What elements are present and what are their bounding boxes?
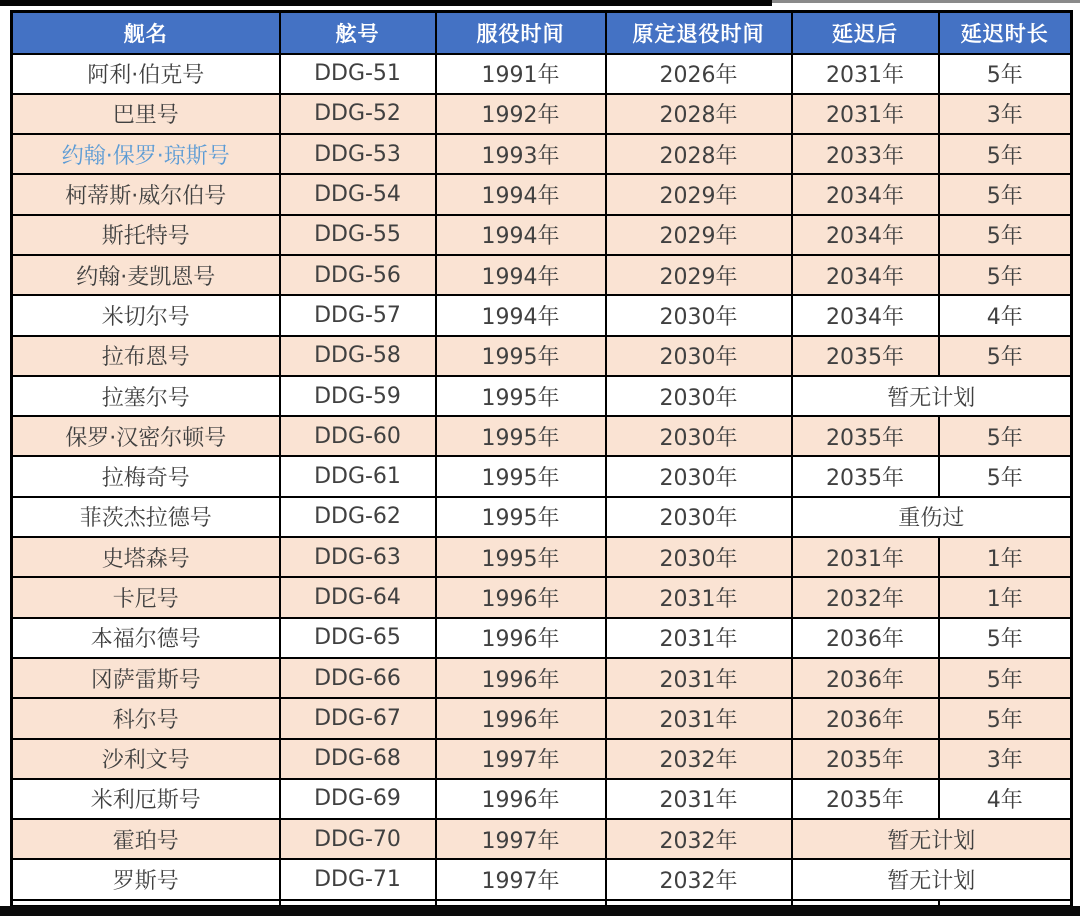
header-row bbox=[12, 12, 1072, 54]
service-year-cell: 1994年 bbox=[436, 255, 606, 295]
original-retire-cell: 2026年 bbox=[606, 54, 792, 94]
table-row bbox=[12, 376, 1072, 416]
ship-name-cell: 柯蒂斯·威尔伯号 bbox=[12, 174, 280, 214]
delay-duration-cell: 3年 bbox=[939, 739, 1072, 779]
delay-duration-cell: 4年 bbox=[939, 295, 1072, 335]
delayed-year-cell: 2035年 bbox=[792, 416, 939, 456]
ship-name-cell: 阿利·伯克号 bbox=[12, 54, 280, 94]
original-retire-cell: 2031年 bbox=[606, 577, 792, 617]
delay-duration-cell: 5年 bbox=[939, 336, 1072, 376]
merged-note-cell: 暂无计划 bbox=[792, 376, 1072, 416]
service-year-cell: 1991年 bbox=[436, 54, 606, 94]
ship-name-cell: 卡尼号 bbox=[12, 577, 280, 617]
table-row bbox=[12, 859, 1072, 899]
table-row bbox=[12, 134, 1072, 174]
service-year-cell: 1997年 bbox=[436, 859, 606, 899]
service-year-cell: 1996年 bbox=[436, 779, 606, 819]
delayed-year-cell: 2034年 bbox=[792, 295, 939, 335]
hull-number-cell: DDG-60 bbox=[280, 416, 436, 456]
service-year-cell: 1996年 bbox=[436, 658, 606, 698]
delayed-year-cell: 2035年 bbox=[792, 336, 939, 376]
service-year-cell: 1994年 bbox=[436, 215, 606, 255]
hull-number-cell: DDG-56 bbox=[280, 255, 436, 295]
service-year-cell: 1997年 bbox=[436, 819, 606, 859]
original-retire-cell: 2030年 bbox=[606, 295, 792, 335]
table-row bbox=[12, 698, 1072, 738]
ship-name-cell: 约翰·麦凯恩号 bbox=[12, 255, 280, 295]
hull-number-cell: DDG-67 bbox=[280, 698, 436, 738]
bottom-crop-bar bbox=[0, 906, 1080, 916]
table-row bbox=[12, 54, 1072, 94]
service-year-cell: 1995年 bbox=[436, 456, 606, 496]
delayed-year-cell: 2035年 bbox=[792, 779, 939, 819]
ship-name-cell: 拉梅奇号 bbox=[12, 456, 280, 496]
delayed-year-cell: 2034年 bbox=[792, 215, 939, 255]
original-retire-cell: 2030年 bbox=[606, 537, 792, 577]
ship-name-cell: 拉布恩号 bbox=[12, 336, 280, 376]
delay-duration-cell: 5年 bbox=[939, 54, 1072, 94]
service-year-cell: 1997年 bbox=[436, 739, 606, 779]
ship-name-cell: 本福尔德号 bbox=[12, 618, 280, 658]
ship-name-cell[interactable]: 约翰·保罗·琼斯号 bbox=[12, 134, 280, 174]
delayed-year-cell: 2036年 bbox=[792, 658, 939, 698]
table-row bbox=[12, 618, 1072, 658]
hull-number-cell: DDG-59 bbox=[280, 376, 436, 416]
delay-duration-cell: 5年 bbox=[939, 174, 1072, 214]
original-retire-cell: 2031年 bbox=[606, 698, 792, 738]
table-row bbox=[12, 255, 1072, 295]
hull-number-cell: DDG-62 bbox=[280, 497, 436, 537]
delayed-year-cell: 2035年 bbox=[792, 739, 939, 779]
delay-duration-cell: 4年 bbox=[939, 779, 1072, 819]
delayed-year-cell: 2033年 bbox=[792, 134, 939, 174]
delayed-year-cell: 2031年 bbox=[792, 537, 939, 577]
delayed-year-cell: 2031年 bbox=[792, 54, 939, 94]
service-year-cell: 1995年 bbox=[436, 336, 606, 376]
hull-number-cell: DDG-55 bbox=[280, 215, 436, 255]
header-service-year: 服役时间 bbox=[436, 12, 606, 54]
header-ship-name: 舰名 bbox=[12, 12, 280, 54]
table-row bbox=[12, 295, 1072, 335]
merged-note-cell: 暂无计划 bbox=[792, 819, 1072, 859]
original-retire-cell: 2032年 bbox=[606, 859, 792, 899]
header-delay-duration: 延迟时长 bbox=[939, 12, 1072, 54]
hull-number-cell: DDG-71 bbox=[280, 859, 436, 899]
ship-name-cell: 霍珀号 bbox=[12, 819, 280, 859]
table-row bbox=[12, 336, 1072, 376]
top-crop-bar bbox=[0, 0, 772, 6]
service-year-cell: 1995年 bbox=[436, 376, 606, 416]
delay-duration-cell: 5年 bbox=[939, 416, 1072, 456]
table-row bbox=[12, 497, 1072, 537]
ship-name-cell: 科尔号 bbox=[12, 698, 280, 738]
table-row bbox=[12, 215, 1072, 255]
hull-number-cell: DDG-58 bbox=[280, 336, 436, 376]
delayed-year-cell: 2035年 bbox=[792, 456, 939, 496]
original-retire-cell: 2029年 bbox=[606, 255, 792, 295]
hull-number-cell: DDG-57 bbox=[280, 295, 436, 335]
original-retire-cell: 2030年 bbox=[606, 456, 792, 496]
service-year-cell: 1993年 bbox=[436, 134, 606, 174]
hull-number-cell: DDG-69 bbox=[280, 779, 436, 819]
ship-name-cell: 沙利文号 bbox=[12, 739, 280, 779]
merged-note-cell: 暂无计划 bbox=[792, 859, 1072, 899]
original-retire-cell: 2028年 bbox=[606, 134, 792, 174]
original-retire-cell: 2030年 bbox=[606, 416, 792, 456]
service-year-cell: 1995年 bbox=[436, 416, 606, 456]
ship-name-cell: 菲茨杰拉德号 bbox=[12, 497, 280, 537]
table-row bbox=[12, 658, 1072, 698]
delay-duration-cell: 1年 bbox=[939, 577, 1072, 617]
table-row bbox=[12, 416, 1072, 456]
ship-name-cell: 米利厄斯号 bbox=[12, 779, 280, 819]
table-row bbox=[12, 779, 1072, 819]
delayed-year-cell: 2034年 bbox=[792, 174, 939, 214]
top-crop-bar-right bbox=[772, 0, 1080, 3]
service-year-cell: 1995年 bbox=[436, 497, 606, 537]
original-retire-cell: 2032年 bbox=[606, 739, 792, 779]
hull-number-cell: DDG-68 bbox=[280, 739, 436, 779]
hull-number-cell: DDG-52 bbox=[280, 94, 436, 134]
ship-name-cell: 冈萨雷斯号 bbox=[12, 658, 280, 698]
delay-duration-cell: 5年 bbox=[939, 698, 1072, 738]
service-year-cell: 1994年 bbox=[436, 295, 606, 335]
ship-name-cell: 斯托特号 bbox=[12, 215, 280, 255]
table-row bbox=[12, 537, 1072, 577]
hull-number-cell: DDG-61 bbox=[280, 456, 436, 496]
hull-number-cell: DDG-51 bbox=[280, 54, 436, 94]
service-year-cell: 1996年 bbox=[436, 577, 606, 617]
hull-number-cell: DDG-53 bbox=[280, 134, 436, 174]
table-row bbox=[12, 174, 1072, 214]
delayed-year-cell: 2036年 bbox=[792, 698, 939, 738]
delay-duration-cell: 5年 bbox=[939, 618, 1072, 658]
delayed-year-cell: 2032年 bbox=[792, 577, 939, 617]
header-original-retire: 原定退役时间 bbox=[606, 12, 792, 54]
hull-number-cell: DDG-64 bbox=[280, 577, 436, 617]
delayed-year-cell: 2034年 bbox=[792, 255, 939, 295]
original-retire-cell: 2028年 bbox=[606, 94, 792, 134]
delay-duration-cell: 5年 bbox=[939, 134, 1072, 174]
service-year-cell: 1992年 bbox=[436, 94, 606, 134]
original-retire-cell: 2031年 bbox=[606, 779, 792, 819]
original-retire-cell: 2031年 bbox=[606, 618, 792, 658]
table-row bbox=[12, 577, 1072, 617]
original-retire-cell: 2029年 bbox=[606, 215, 792, 255]
hull-number-cell: DDG-66 bbox=[280, 658, 436, 698]
table-header bbox=[12, 12, 1072, 54]
original-retire-cell: 2031年 bbox=[606, 658, 792, 698]
service-year-cell: 1996年 bbox=[436, 698, 606, 738]
ship-name-cell: 史塔森号 bbox=[12, 537, 280, 577]
original-retire-cell: 2032年 bbox=[606, 819, 792, 859]
delay-duration-cell: 1年 bbox=[939, 537, 1072, 577]
delayed-year-cell: 2036年 bbox=[792, 618, 939, 658]
merged-note-cell: 重伤过 bbox=[792, 497, 1072, 537]
hull-number-cell: DDG-70 bbox=[280, 819, 436, 859]
table-row bbox=[12, 819, 1072, 859]
service-year-cell: 1995年 bbox=[436, 537, 606, 577]
table-row bbox=[12, 456, 1072, 496]
delay-duration-cell: 5年 bbox=[939, 255, 1072, 295]
ship-name-cell: 米切尔号 bbox=[12, 295, 280, 335]
table-body bbox=[12, 54, 1072, 907]
hull-number-cell: DDG-63 bbox=[280, 537, 436, 577]
original-retire-cell: 2030年 bbox=[606, 376, 792, 416]
header-delayed-to: 延迟后 bbox=[792, 12, 939, 54]
delay-duration-cell: 5年 bbox=[939, 456, 1072, 496]
original-retire-cell: 2030年 bbox=[606, 336, 792, 376]
table-row bbox=[12, 94, 1072, 134]
table-row bbox=[12, 739, 1072, 779]
header-hull-number: 舷号 bbox=[280, 12, 436, 54]
delay-duration-cell: 5年 bbox=[939, 215, 1072, 255]
service-year-cell: 1994年 bbox=[436, 174, 606, 214]
original-retire-cell: 2030年 bbox=[606, 497, 792, 537]
ship-name-cell: 罗斯号 bbox=[12, 859, 280, 899]
ship-name-cell: 拉塞尔号 bbox=[12, 376, 280, 416]
hull-number-cell: DDG-65 bbox=[280, 618, 436, 658]
delay-duration-cell: 3年 bbox=[939, 94, 1072, 134]
original-retire-cell: 2029年 bbox=[606, 174, 792, 214]
service-year-cell: 1996年 bbox=[436, 618, 606, 658]
ship-name-cell: 保罗·汉密尔顿号 bbox=[12, 416, 280, 456]
delay-duration-cell: 5年 bbox=[939, 658, 1072, 698]
ship-name-cell: 巴里号 bbox=[12, 94, 280, 134]
delayed-year-cell: 2031年 bbox=[792, 94, 939, 134]
hull-number-cell: DDG-54 bbox=[280, 174, 436, 214]
destroyer-retirement-table bbox=[10, 10, 1073, 908]
